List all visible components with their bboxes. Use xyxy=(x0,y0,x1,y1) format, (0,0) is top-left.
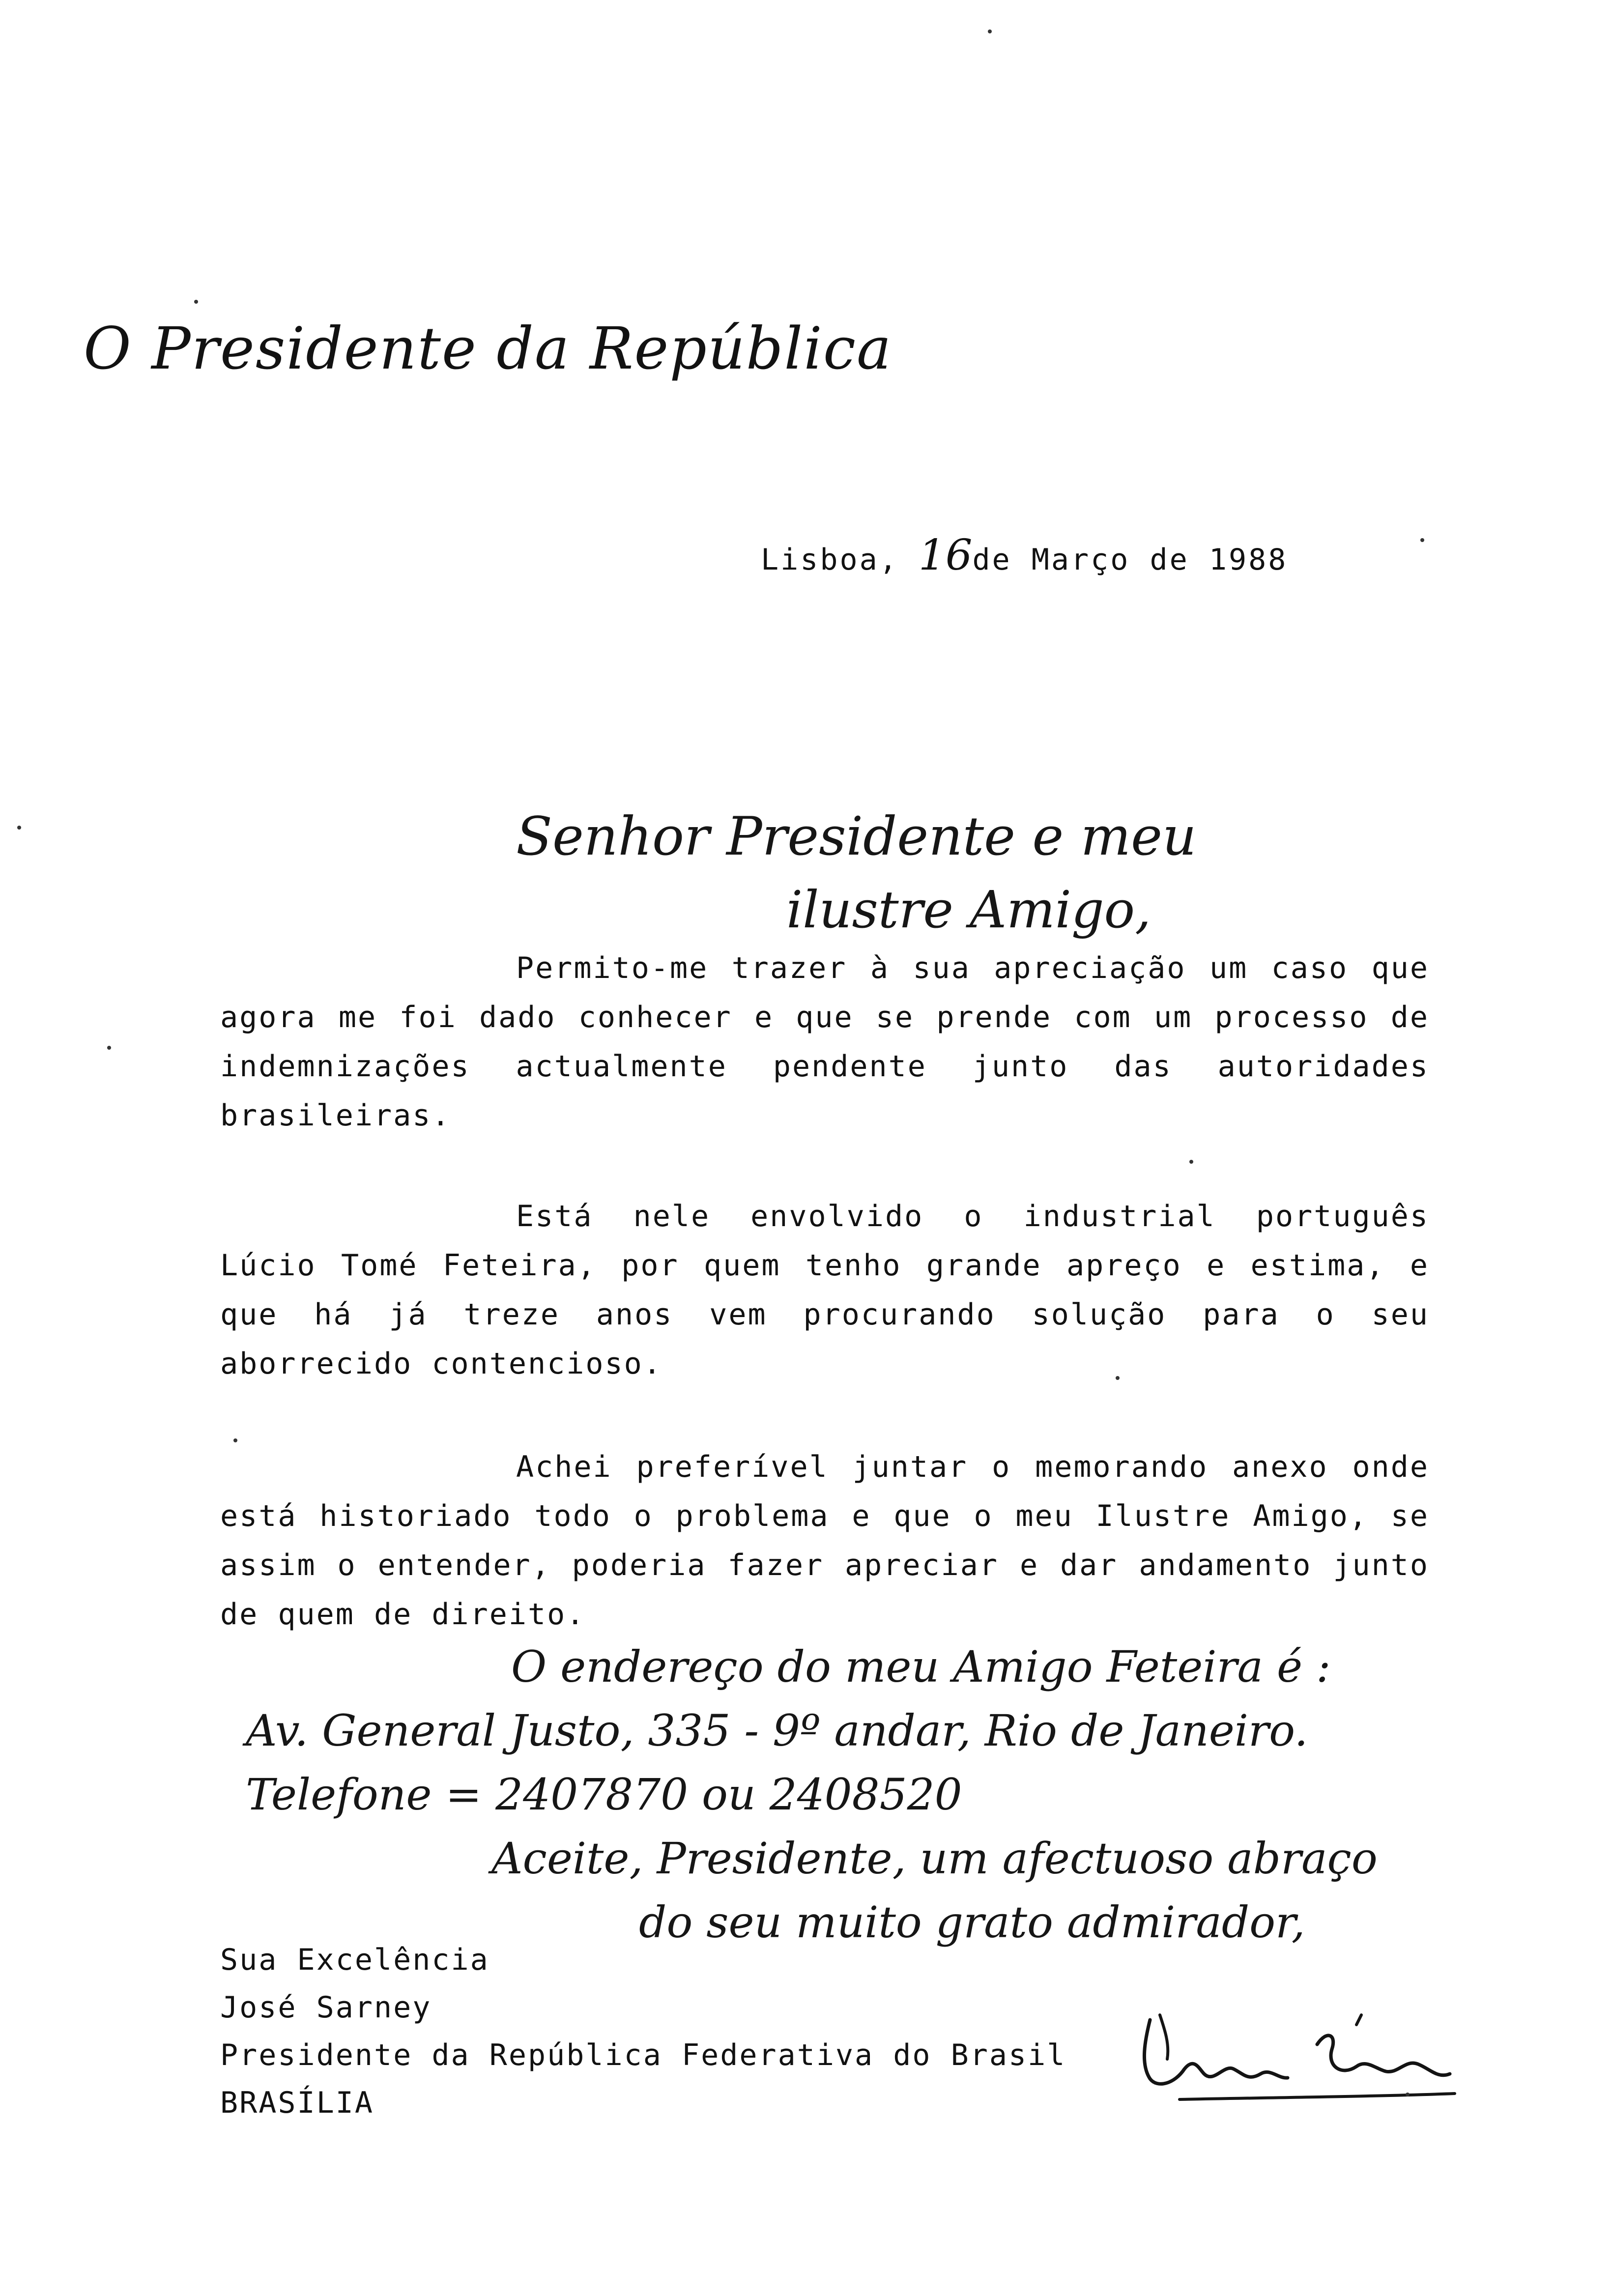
paper-speck xyxy=(1406,2093,1410,2096)
handwritten-signature xyxy=(1130,2010,1465,2108)
addressee-block xyxy=(220,1936,1066,2127)
paper-speck xyxy=(1189,1160,1193,1164)
paragraph-2 xyxy=(220,1192,1429,1388)
paragraph-1-text: Permito-me trazer à sua apreciação um caso que agora me foi dado conhecer e que se prende com um processo de indemnizações actualmente pendente junto das autoridades brasileiras. xyxy=(220,951,1429,1133)
dateline-rest: de Março de 1988 xyxy=(972,543,1288,577)
addressee-line-2: José Sarney xyxy=(220,1990,432,2025)
letterhead-title: O Presidente da República xyxy=(84,315,892,382)
salutation-line-1: Senhor Presidente e meu xyxy=(516,806,1197,867)
salutation-line-2: ilustre Amigo, xyxy=(786,880,1151,940)
addressee-line-4: BRASÍLIA xyxy=(220,2086,374,2120)
handwritten-note-line-3: Telefone = 2407870 ou 2408520 xyxy=(246,1769,962,1820)
handwritten-note-line-5: do seu muito grato admirador, xyxy=(639,1897,1305,1948)
dateline xyxy=(761,531,1288,580)
paragraph-2-text: Está nele envolvido o industrial português Lúcio Tomé Feteira, por quem tenho grande apreço e estima, e que há já treze anos vem procurando solução para o seu aborrecido contencioso. xyxy=(220,1199,1429,1381)
paper-speck xyxy=(233,1438,237,1442)
paragraph-3 xyxy=(220,1442,1429,1639)
paragraph-1 xyxy=(220,944,1429,1140)
paper-speck xyxy=(988,29,992,33)
paper-speck xyxy=(1116,1376,1120,1380)
paper-speck xyxy=(107,1046,111,1050)
addressee-line-3: Presidente da República Federativa do Brasil xyxy=(220,2038,1066,2072)
paper-speck xyxy=(17,826,21,830)
paragraph-3-text: Achei preferível juntar o memorando anexo onde está historiado todo o problema e que o meu Ilustre Amigo, se assim o entender, poderia fazer apreciar e dar andamento junto de quem de direito. xyxy=(220,1450,1429,1632)
dateline-place: Lisboa, xyxy=(761,543,899,577)
dateline-day: 16 xyxy=(919,531,973,580)
paper-speck xyxy=(1420,538,1424,542)
addressee-line-1: Sua Excelência xyxy=(220,1943,489,1977)
handwritten-note-line-1: O endereço do meu Amigo Feteira é : xyxy=(511,1641,1331,1692)
paper-speck xyxy=(194,300,198,304)
handwritten-note-line-4: Aceite, Presidente, um afectuoso abraço xyxy=(491,1833,1378,1884)
handwritten-note-line-2: Av. General Justo, 335 - 9º andar, Rio de Janeiro. xyxy=(246,1705,1308,1756)
